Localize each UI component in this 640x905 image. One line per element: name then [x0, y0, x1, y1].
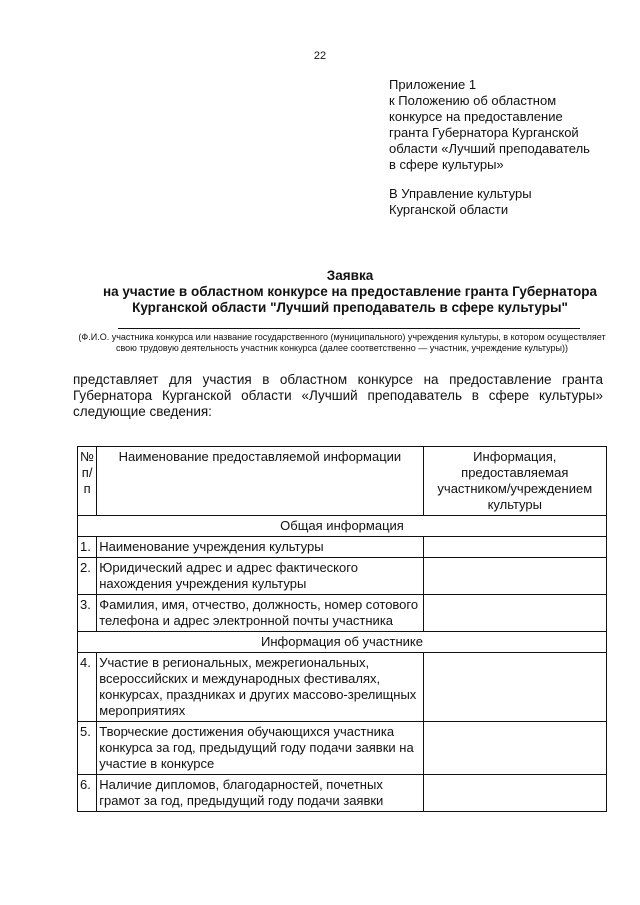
intro-paragraph: представляет для участия в областном конкурсе на предоставление гранта Губернатора Курганской области «Лучший преподаватель в сфере культуры» следующие сведения: [73, 372, 603, 419]
field-caption: (Ф.И.О. участника конкурса или название государственного (муниципального) учреждения культуры, в котором осуществляет свою трудовую деятельность участник конкурса (далее соответственно — участник, учреждение культуры)) [78, 332, 606, 353]
header-info: Информация, предоставляемая участником/учреждением культуры [423, 447, 606, 516]
row-name: Творческие достижения обучающихся участника конкурса за год, предыдущий году подачи заявки на участие в конкурсе [97, 722, 423, 775]
row-number: 6. [78, 775, 97, 812]
table-row [78, 653, 607, 722]
row-name: Юридический адрес и адрес фактического нахождения учреждения культуры [97, 558, 423, 595]
addressee-line: В Управление культуры [389, 186, 532, 201]
table-row [78, 558, 607, 595]
table-row [78, 537, 607, 558]
header-number: № п/п [78, 447, 97, 516]
name-fill-line [118, 328, 580, 329]
row-name: Наименование учреждения культуры [97, 537, 423, 558]
appendix-line: к Положению об областном [389, 93, 557, 108]
section-row [78, 632, 607, 653]
table-row [78, 595, 607, 632]
appendix-line: конкурсе на предоставление [389, 109, 563, 124]
addressee-line: Курганской области [389, 202, 509, 217]
section-title: Информация об участнике [78, 632, 607, 653]
appendix-line: гранта Губернатора Курганской [389, 125, 579, 140]
row-number: 4. [78, 653, 97, 722]
title-line: на участие в областном конкурсе на предоставление гранта Губернатора [102, 284, 598, 299]
title-line: Заявка [326, 268, 374, 283]
table-row [78, 775, 607, 812]
appendix-line: Приложение 1 [389, 77, 477, 92]
table-row [78, 722, 607, 775]
appendix-line: области «Лучший преподаватель [389, 141, 590, 156]
appendix-line: в сфере культуры» [389, 157, 504, 172]
row-info-cell[interactable] [423, 653, 606, 722]
row-number: 2. [78, 558, 97, 595]
page-number: 22 [313, 50, 327, 62]
section-row [78, 516, 607, 537]
document-title [60, 268, 640, 316]
row-name: Наличие дипломов, благодарностей, почетных грамот за год, предыдущий году подачи заявки [97, 775, 423, 812]
row-number: 3. [78, 595, 97, 632]
row-info-cell[interactable] [423, 558, 606, 595]
row-info-cell[interactable] [423, 722, 606, 775]
row-name: Фамилия, имя, отчество, должность, номер сотового телефона и адрес электронной почты участника [97, 595, 423, 632]
section-title: Общая информация [78, 516, 607, 537]
header-name: Наименование предоставляемой информации [97, 447, 423, 516]
title-line: Курганской области "Лучший преподаватель в сфере культуры" [132, 300, 568, 315]
row-info-cell[interactable] [423, 775, 606, 812]
row-number: 1. [78, 537, 97, 558]
appendix-block [389, 77, 619, 218]
table-header-row [78, 447, 607, 516]
row-info-cell[interactable] [423, 595, 606, 632]
addressee [389, 186, 619, 218]
row-name: Участие в региональных, межрегиональных, всероссийских и международных фестивалях, конкурсах, праздниках и других массово-зрелищных мероприятиях [97, 653, 423, 722]
row-number: 5. [78, 722, 97, 775]
row-info-cell[interactable] [423, 537, 606, 558]
application-table [77, 446, 607, 812]
